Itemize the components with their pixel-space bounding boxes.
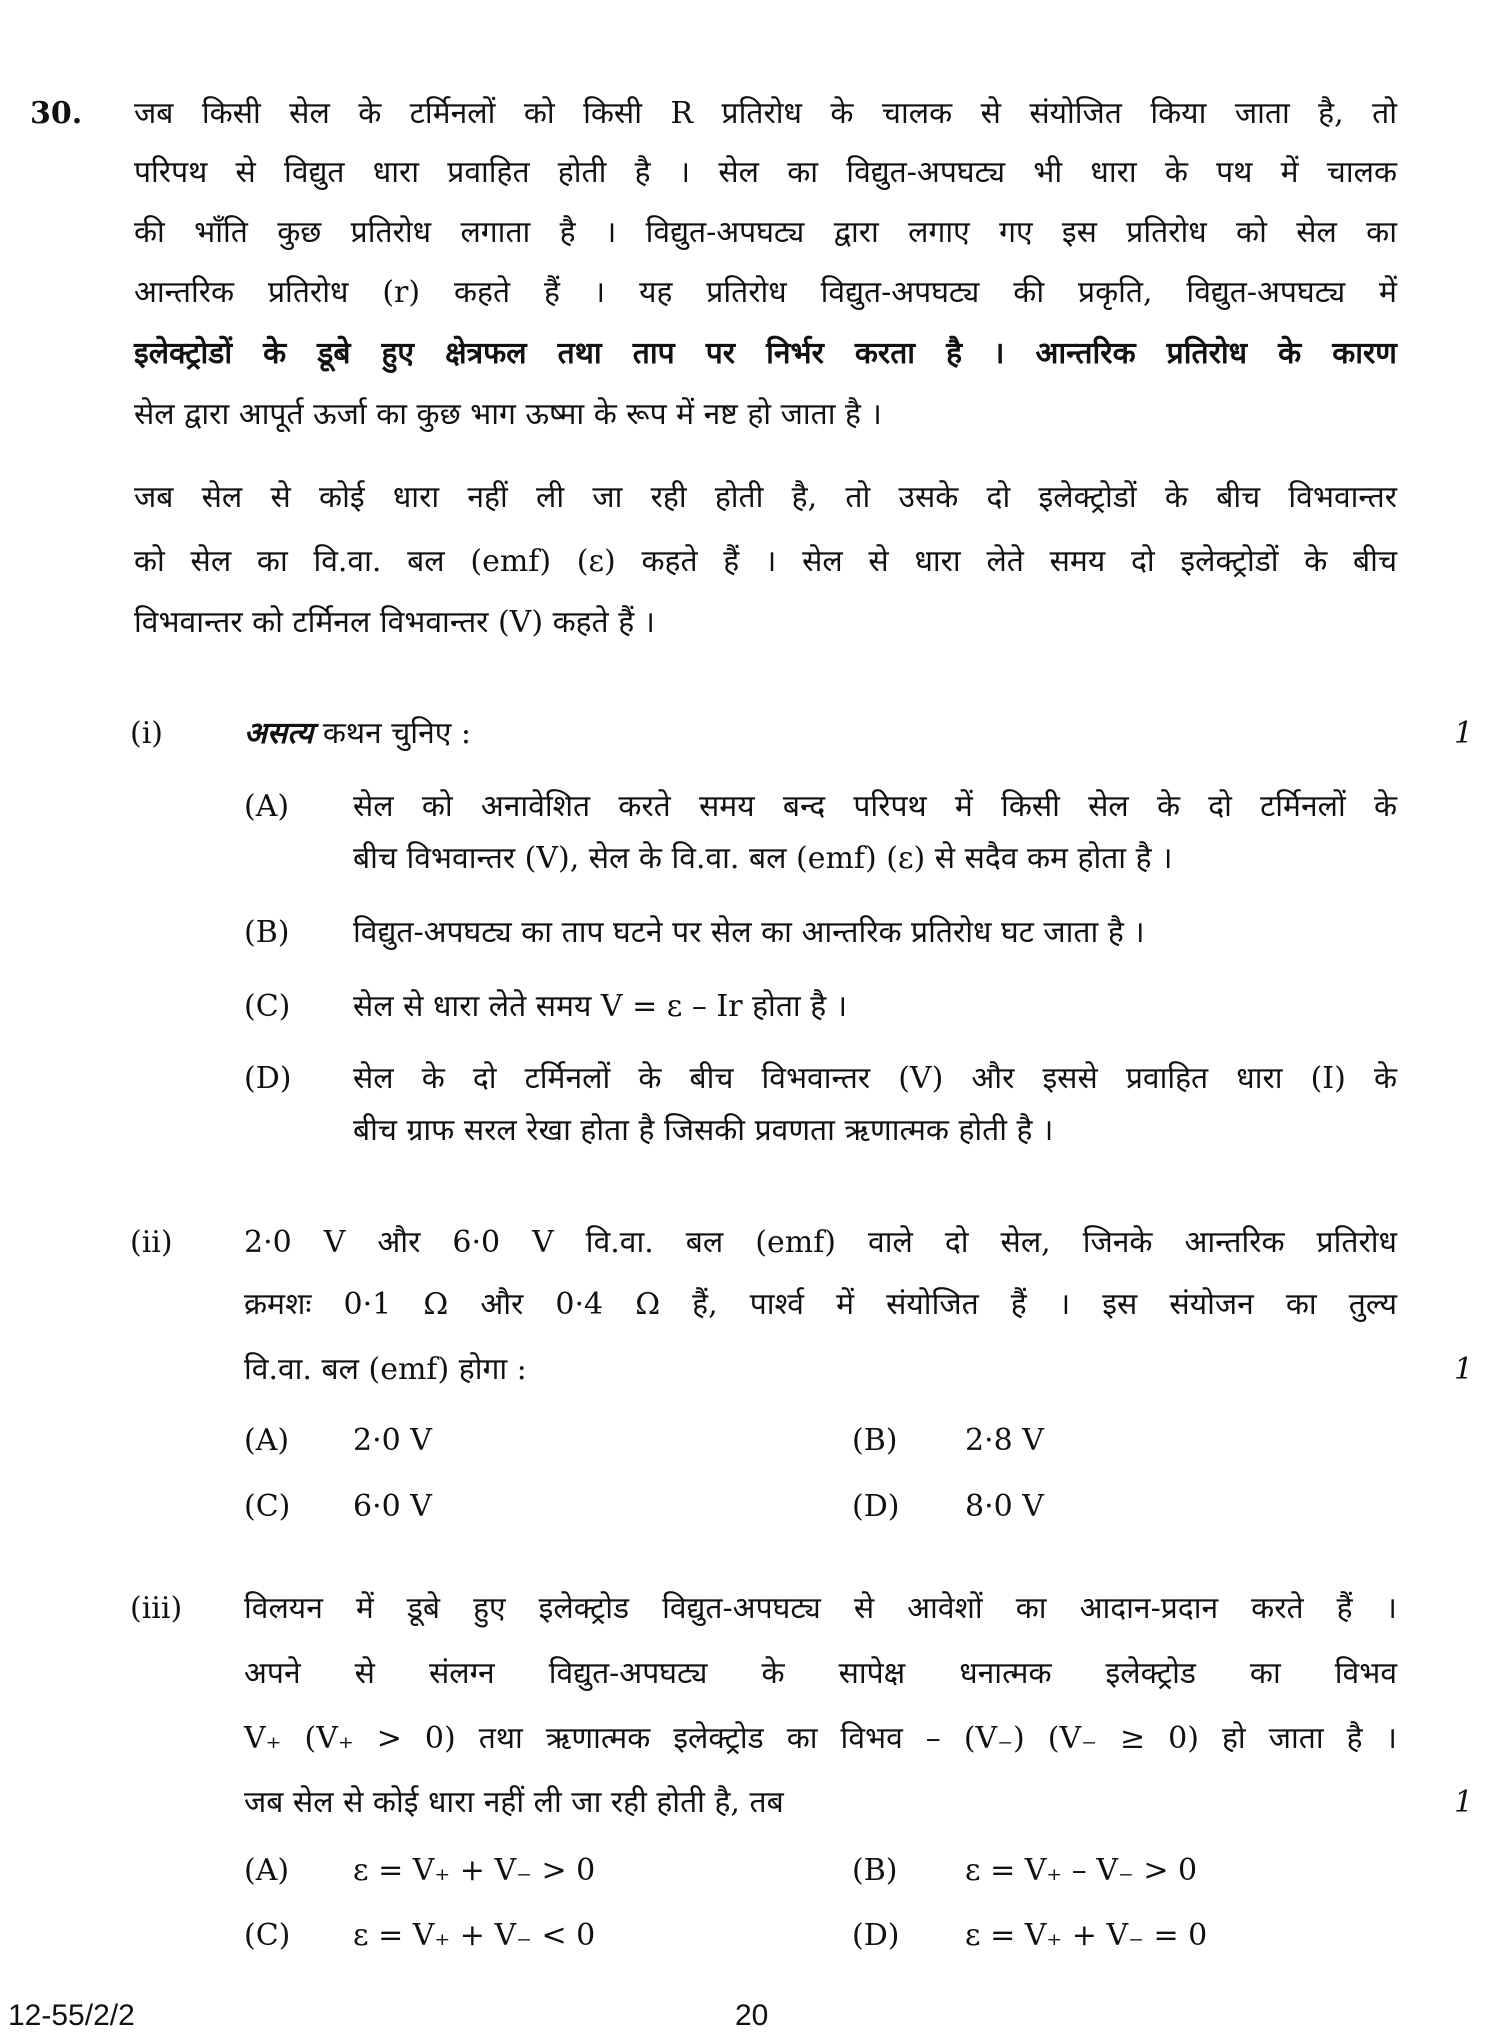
text-line: को सेल का वि.वा. बल (emf) (ε) कहते हैं । सेल से धारा लेते समय दो इलेक्ट्रोडों के बीच — [134, 544, 1397, 579]
marks: 1 — [1454, 1785, 1474, 1820]
option-label: (C) — [244, 989, 291, 1024]
option-text: विद्युत-अपघट्य का ताप घटने पर सेल का आन्तरिक प्रतिरोध घट जाता है । — [353, 915, 1145, 950]
sub-question-stem: विलयन में डूबे हुए इलेक्ट्रोड विद्युत-अपघट्य से आवेशों का आदान-प्रदान करते हैं । — [244, 1591, 1397, 1626]
text-line: की भाँति कुछ प्रतिरोध लगाता है । विद्युत-अपघट्य द्वारा लगाए गए इस प्रतिरोध को सेल का — [134, 215, 1397, 250]
option-label: (B) — [852, 1423, 898, 1458]
option-text: 2·0 V — [353, 1423, 432, 1458]
option-text: 2·8 V — [965, 1423, 1044, 1458]
option-text: ε = V₊ + V₋ = 0 — [965, 1918, 1208, 1953]
emphasis-text: असत्य — [244, 716, 314, 751]
paper-code: 12-55/2/2 — [8, 1999, 135, 2032]
option-label: (A) — [244, 789, 290, 824]
option-label: (B) — [852, 1853, 898, 1888]
sub-question-stem: कथन चुनिए : — [313, 716, 471, 751]
option-text: सेल से धारा लेते समय V = ε – Ir होता है । — [353, 989, 848, 1024]
option-text: बीच विभवान्तर (V), सेल के वि.वा. बल (emf) (ε) से सदैव कम होता है । — [353, 841, 1173, 876]
question-number: 30. — [30, 96, 83, 131]
text-line: जब सेल से कोई धारा नहीं ली जा रही होती है, तो उसके दो इलेक्ट्रोडों के बीच विभवान्तर — [134, 480, 1397, 515]
sub-question-stem: क्रमशः 0·1 Ω और 0·4 Ω हैं, पार्श्व में संयोजित हैं । इस संयोजन का तुल्य — [244, 1287, 1397, 1322]
marks: 1 — [1454, 1352, 1474, 1387]
text-line: सेल द्वारा आपूर्त ऊर्जा का कुछ भाग ऊष्मा के रूप में नष्ट हो जाता है । — [134, 397, 882, 432]
option-text: ε = V₊ – V₋ > 0 — [965, 1853, 1198, 1888]
sub-question-label: (ii) — [130, 1225, 173, 1260]
marks: 1 — [1454, 716, 1474, 751]
text-line: विभवान्तर को टर्मिनल विभवान्तर (V) कहते हैं । — [134, 605, 656, 640]
option-text: ε = V₊ + V₋ < 0 — [353, 1918, 596, 1953]
option-label: (B) — [244, 915, 290, 950]
option-text: बीच ग्राफ सरल रेखा होता है जिसकी प्रवणता ऋणात्मक होती है । — [353, 1113, 1054, 1148]
option-label: (D) — [852, 1489, 900, 1524]
sub-question-stem: अपने से संलग्न विद्युत-अपघट्य के सापेक्ष धनात्मक इलेक्ट्रोड का विभव — [244, 1656, 1397, 1691]
option-label: (A) — [244, 1853, 290, 1888]
sub-question-stem: जब सेल से कोई धारा नहीं ली जा रही होती है, तब — [244, 1785, 784, 1820]
option-text: ε = V₊ + V₋ > 0 — [353, 1853, 596, 1888]
sub-question-label: (iii) — [130, 1591, 183, 1626]
option-text: 6·0 V — [353, 1489, 432, 1524]
option-text: सेल को अनावेशित करते समय बन्द परिपथ में किसी सेल के दो टर्मिनलों के — [353, 789, 1397, 824]
sub-question-label: (i) — [130, 716, 164, 751]
page-number: 20 — [735, 1999, 769, 2032]
option-text: 8·0 V — [965, 1489, 1044, 1524]
option-label: (D) — [244, 1061, 292, 1096]
sub-question-stem: वि.वा. बल (emf) होगा : — [244, 1352, 527, 1387]
sub-question-stem: V₊ (V₊ > 0) तथा ऋणात्मक इलेक्ट्रोड का विभव – (V₋) (V₋ ≥ 0) हो जाता है । — [244, 1721, 1397, 1756]
sub-question-stem: 2·0 V और 6·0 V वि.वा. बल (emf) वाले दो सेल, जिनके आन्तरिक प्रतिरोध — [244, 1225, 1397, 1260]
option-label: (C) — [244, 1489, 291, 1524]
option-label: (C) — [244, 1918, 291, 1953]
option-label: (D) — [852, 1918, 900, 1953]
text-line: आन्तरिक प्रतिरोध (r) कहते हैं । यह प्रतिरोध विद्युत-अपघट्य की प्रकृति, विद्युत-अपघट्य में — [134, 275, 1397, 310]
option-label: (A) — [244, 1423, 290, 1458]
text-line: जब किसी सेल के टर्मिनलों को किसी R प्रतिरोध के चालक से संयोजित किया जाता है, तो — [134, 96, 1397, 131]
text-line: इलेक्ट्रोडों के डूबे हुए क्षेत्रफल तथा ताप पर निर्भर करता है । आन्तरिक प्रतिरोध के कारण — [134, 336, 1397, 371]
text-line: परिपथ से विद्युत धारा प्रवाहित होती है । सेल का विद्युत-अपघट्य भी धारा के पथ में चालक — [134, 155, 1397, 190]
option-text: सेल के दो टर्मिनलों के बीच विभवान्तर (V) और इससे प्रवाहित धारा (I) के — [353, 1061, 1397, 1096]
